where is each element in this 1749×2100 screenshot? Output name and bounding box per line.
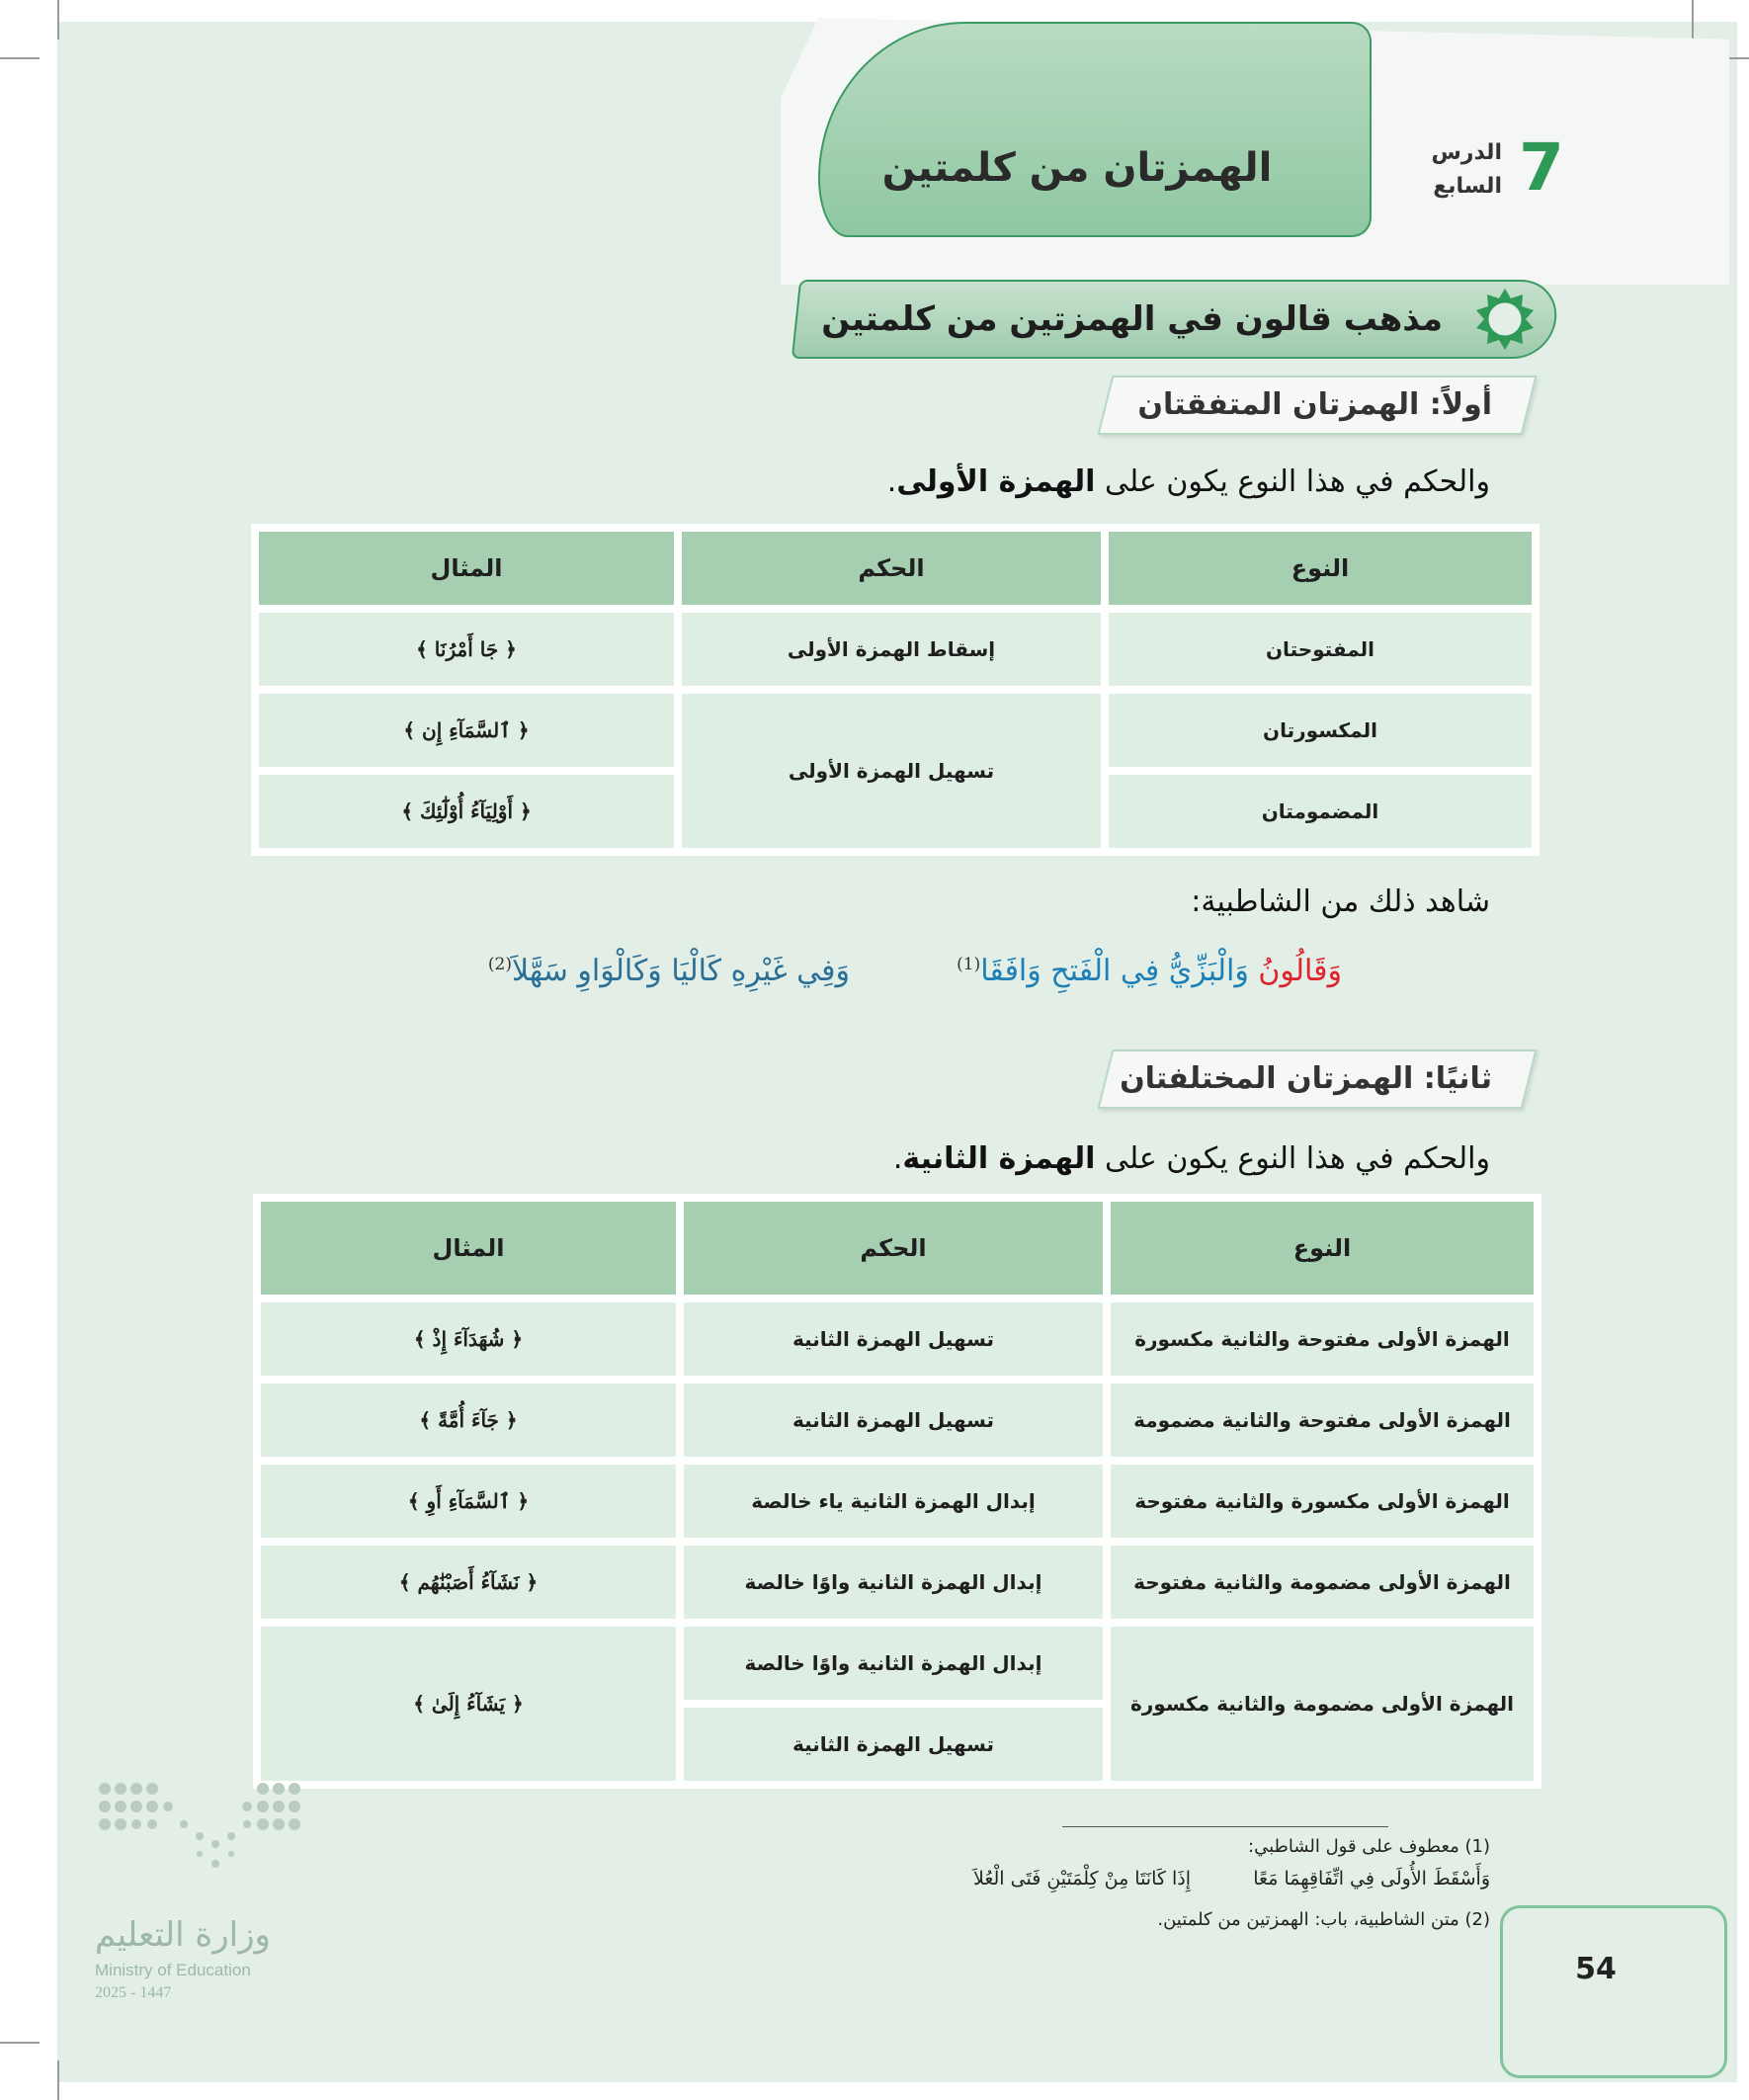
footnote-ref-2: (2) xyxy=(487,955,513,974)
part2-intro xyxy=(893,1141,1490,1176)
header-rule: الحكم xyxy=(684,1202,1103,1295)
header-example: المثال xyxy=(259,532,674,605)
table-row xyxy=(259,613,1532,686)
cell-example: ﴿ جَآءَ أُمَّةً ﴾ xyxy=(261,1384,676,1457)
table-row xyxy=(261,1384,1534,1457)
cell-type: الهمزة الأولى مضمومة والثانية مكسورة xyxy=(1111,1627,1534,1781)
cell-example: ﴿ ٱلسَّمَآءِ إِن ﴾ xyxy=(259,694,674,767)
header-type: النوع xyxy=(1111,1202,1534,1295)
cell-type: الهمزة الأولى مفتوحة والثانية مكسورة xyxy=(1111,1302,1534,1376)
table-agreeing-hamzas xyxy=(251,524,1540,856)
lesson-label-line2: السابع xyxy=(1433,174,1502,199)
part1-intro-end: . xyxy=(886,464,897,499)
crop-mark xyxy=(57,0,59,40)
crop-mark xyxy=(1692,0,1694,40)
part1-intro-text: والحكم في هذا النوع يكون على xyxy=(1095,464,1490,499)
crop-mark xyxy=(0,57,40,59)
part2-intro-bold: الهمزة الثانية xyxy=(902,1141,1096,1176)
verse-qalun: وَقَالُونُ xyxy=(1258,954,1342,988)
cell-rule: إسقاط الهمزة الأولى xyxy=(682,613,1101,686)
lesson-number: 7 xyxy=(1519,129,1564,206)
subheading-1: أولاً: الهمزتان المتفقتان xyxy=(1137,387,1492,422)
subheading-2: ثانيًا: الهمزتان المختلفتان xyxy=(1120,1061,1492,1096)
cell-example: ﴿ أَوْلِيَآءُ أُوْلَٰٓئِكَ ﴾ xyxy=(259,775,674,848)
table-row xyxy=(261,1546,1534,1619)
footnote-poem-second-half: إِذَا كَانَتَا مِنْ كِلْمَتَيْنِ فَتَى الْعُلاَ xyxy=(973,1868,1191,1890)
verse-a-rest: وَالْبَزِّيُّ فِي الْفَتحِ وَافَقَا xyxy=(980,954,1259,988)
cell-rule: تسهيل الهمزة الثانية xyxy=(684,1384,1103,1457)
section-title: مذهب قالون في الهمزتين من كلمتين xyxy=(821,299,1443,339)
cell-example: ﴿ جَا أَمْرُنَا ﴾ xyxy=(259,613,674,686)
lesson-label-line1: الدرس xyxy=(1431,140,1502,165)
table-row xyxy=(261,1302,1534,1376)
cell-rule: تسهيل الهمزة الثانية xyxy=(684,1708,1103,1781)
cell-type: المكسورتان xyxy=(1109,694,1532,767)
cell-example: ﴿ نَشَآءُ أَصَبْنَٰهُم ﴾ xyxy=(261,1546,676,1619)
lesson-title: الهمزتان من كلمتين xyxy=(881,145,1273,191)
crop-mark xyxy=(57,2060,59,2100)
ministry-year: 2025 - 1447 xyxy=(95,1984,172,2001)
cell-type: الهمزة الأولى مضمومة والثانية مفتوحة xyxy=(1111,1546,1534,1619)
footnote-ref-1: (1) xyxy=(957,955,981,974)
table-differing-hamzas xyxy=(253,1194,1541,1789)
header-rule: الحكم xyxy=(682,532,1101,605)
table-row xyxy=(259,694,1532,767)
cell-example: ﴿ يَشَآءُ إِلَىٰ ﴾ xyxy=(261,1627,676,1781)
lesson-banner xyxy=(818,22,1372,237)
cell-rule: إبدال الهمزة الثانية ياء خالصة xyxy=(684,1465,1103,1538)
ministry-logo-icon xyxy=(95,1779,307,1902)
cell-rule: إبدال الهمزة الثانية واوًا خالصة xyxy=(684,1546,1103,1619)
cell-example: ﴿ شُهَدَآءَ إِذْ ﴾ xyxy=(261,1302,676,1376)
verse-b-text: وَفِي غَيْرِهِ كَالْيَا وَكَالْوَاوِ سَهَّلاَ xyxy=(512,954,850,988)
footnote-divider xyxy=(1062,1826,1388,1827)
table-header-row xyxy=(259,532,1532,605)
header-example: المثال xyxy=(261,1202,676,1295)
rosette-icon xyxy=(1472,287,1538,352)
cell-example: ﴿ ٱلسَّمَآءِ أَوِ ﴾ xyxy=(261,1465,676,1538)
page-number: 54 xyxy=(1575,1952,1617,1986)
ministry-name-english: Ministry of Education xyxy=(95,1961,251,1979)
cell-type: الهمزة الأولى مفتوحة والثانية مضمومة xyxy=(1111,1384,1534,1457)
verse-second-half xyxy=(488,954,850,988)
ministry-name-arabic: وزارة التعليم xyxy=(95,1915,271,1955)
crop-mark xyxy=(0,2042,40,2044)
cell-rule: تسهيل الهمزة الثانية xyxy=(684,1302,1103,1376)
cell-type: المضمومتان xyxy=(1109,775,1532,848)
footnote-poem-first-half: وَأَسْقَطَ الأُولَى فِي اتِّفَاقِهِمَا مَعًا xyxy=(1253,1868,1490,1890)
shatibiya-intro: شاهد ذلك من الشاطبية: xyxy=(1191,884,1490,919)
part1-intro-bold: الهمزة الأولى xyxy=(896,464,1096,499)
table-header-row xyxy=(261,1202,1534,1295)
part2-intro-end: . xyxy=(892,1141,903,1176)
footnote-2: (2) متن الشاطبية، باب: الهمزتين من كلمتين. xyxy=(1157,1909,1490,1930)
page-number-tab xyxy=(1500,1905,1727,2078)
cell-rule: إبدال الهمزة الثانية واوًا خالصة xyxy=(684,1627,1103,1700)
cell-rule-merged: تسهيل الهمزة الأولى xyxy=(682,694,1101,848)
cell-type: الهمزة الأولى مكسورة والثانية مفتوحة xyxy=(1111,1465,1534,1538)
lesson-label xyxy=(1403,136,1502,204)
part1-intro xyxy=(887,464,1490,499)
cell-type: المفتوحتان xyxy=(1109,613,1532,686)
part2-intro-text: والحكم في هذا النوع يكون على xyxy=(1095,1141,1490,1176)
table-row xyxy=(261,1465,1534,1538)
footnote-1: (1) معطوف على قول الشاطبي: xyxy=(1248,1836,1490,1857)
table-row xyxy=(261,1627,1534,1700)
header-type: النوع xyxy=(1109,532,1532,605)
verse-first-half xyxy=(957,954,1342,988)
